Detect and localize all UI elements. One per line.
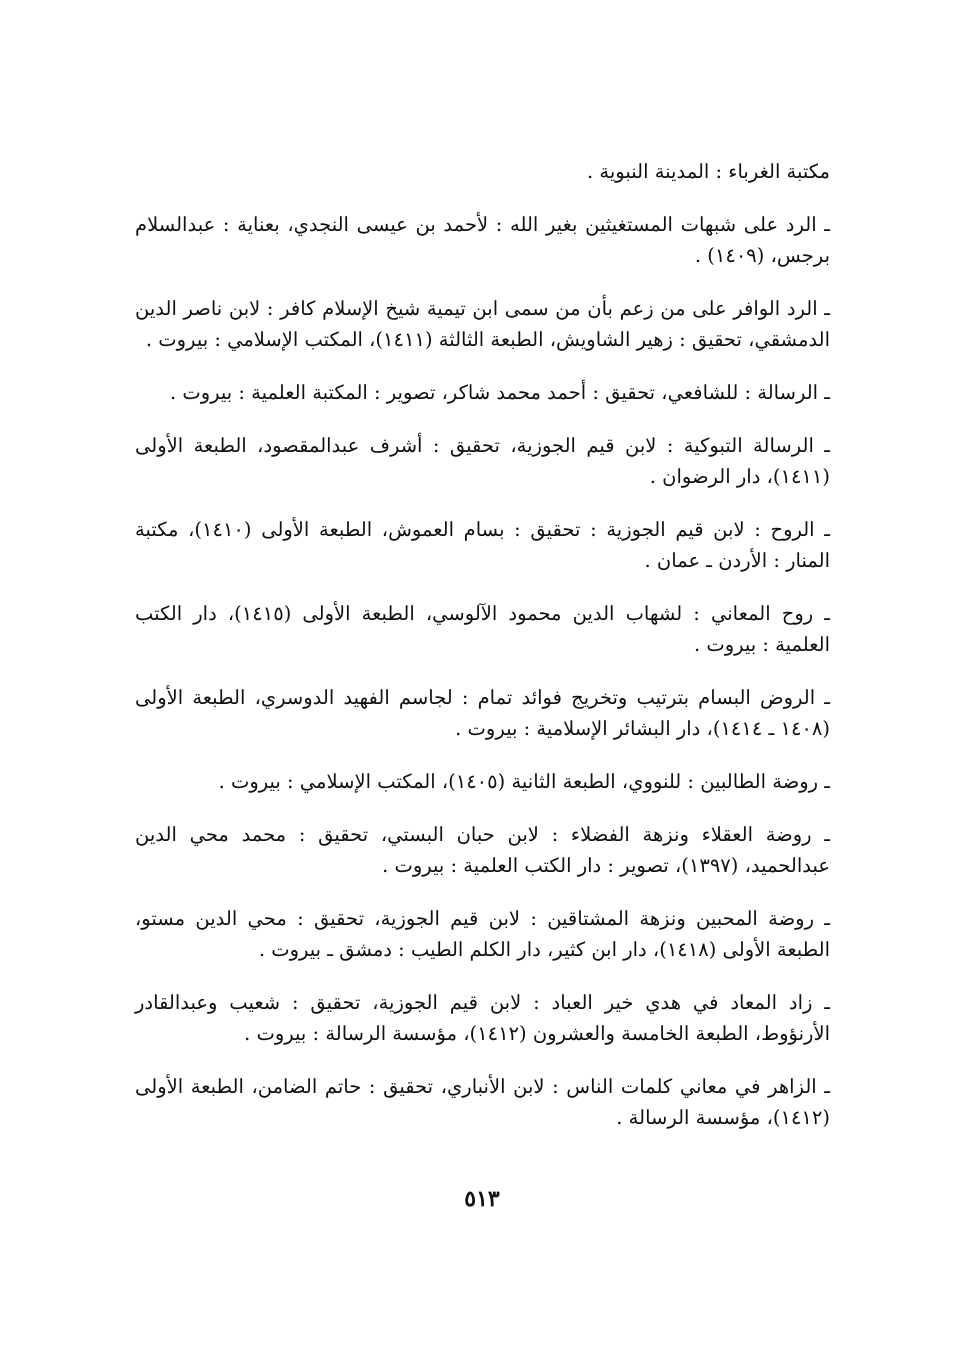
bibliography-entry: ـ روضة العقلاء ونزهة الفضلاء : لابن حبان البستي، تحقيق : محمد محي الدين عبدالحميد، (١٣٩٧)، تصوير : دار الكتب العلمية : بيروت .: [135, 823, 830, 877]
bibliography-entry: ـ الروح : لابن قيم الجوزية : تحقيق : بسام العموش، الطبعة الأولى (١٤١٠)، مكتبة المنار : الأردن ـ عمان .: [135, 518, 830, 572]
bibliography-entry: ـ روضة المحبين ونزهة المشتاقين : لابن قيم الجوزية، تحقيق : محي الدين مستو، الطبعة الأولى (١٤١٨)، دار ابن كثير، دار الكلم الطيب : دمشق ـ بيروت .: [135, 907, 830, 961]
bibliography-entry-continuation: مكتبة الغرباء : المدينة النبوية .: [587, 160, 830, 183]
bibliography-entry: ـ الرد على شبهات المستغيثين بغير الله : لأحمد بن عيسى النجدي، بعناية : عبدالسلام برجس، (١٤٠٩) .: [135, 213, 830, 267]
bibliography-entry: ـ الزاهر في معاني كلمات الناس : لابن الأنباري، تحقيق : حاتم الضامن، الطبعة الأولى (١٤١٢)، مؤسسة الرسالة .: [135, 1075, 830, 1129]
page-number: ٥١٣: [464, 1186, 500, 1212]
bibliography-entry: ـ الرسالة : للشافعي، تحقيق : أحمد محمد شاكر، تصوير : المكتبة العلمية : بيروت .: [169, 381, 830, 404]
bibliography-entry: ـ الروض البسام بترتيب وتخريج فوائد تمام : لجاسم الفهيد الدوسري، الطبعة الأولى (١٤٠٨ ـ ١٤١٤)، دار البشائر الإسلامية : بيروت .: [135, 686, 830, 740]
bibliography-entry: ـ الرد الوافر على من زعم بأن من سمى ابن تيمية شيخ الإسلام كافر : لابن ناصر الدين الدمشقي، تحقيق : زهير الشاويش، الطبعة الثالثة (١٤١١)، المكتب الإسلامي : بيروت .: [135, 297, 830, 351]
bibliography-entry: ـ روضة الطالبين : للنووي، الطبعة الثانية (١٤٠٥)، المكتب الإسلامي : بيروت .: [218, 770, 830, 793]
bibliography-entry: ـ روح المعاني : لشهاب الدين محمود الآلوسي، الطبعة الأولى (١٤١٥)، دار الكتب العلمية : بيروت .: [135, 602, 830, 656]
bibliography-list: [135, 156, 830, 1155]
bibliography-entry: ـ الرسالة التبوكية : لابن قيم الجوزية، تحقيق : أشرف عبدالمقصود، الطبعة الأولى (١٤١١)، دار الرضوان .: [135, 434, 830, 488]
bibliography-entry: ـ زاد المعاد في هدي خير العباد : لابن قيم الجوزية، تحقيق : شعيب وعبدالقادر الأرنؤوط، الطبعة الخامسة والعشرون (١٤١٢)، مؤسسة الرسالة : بيروت .: [135, 991, 830, 1045]
